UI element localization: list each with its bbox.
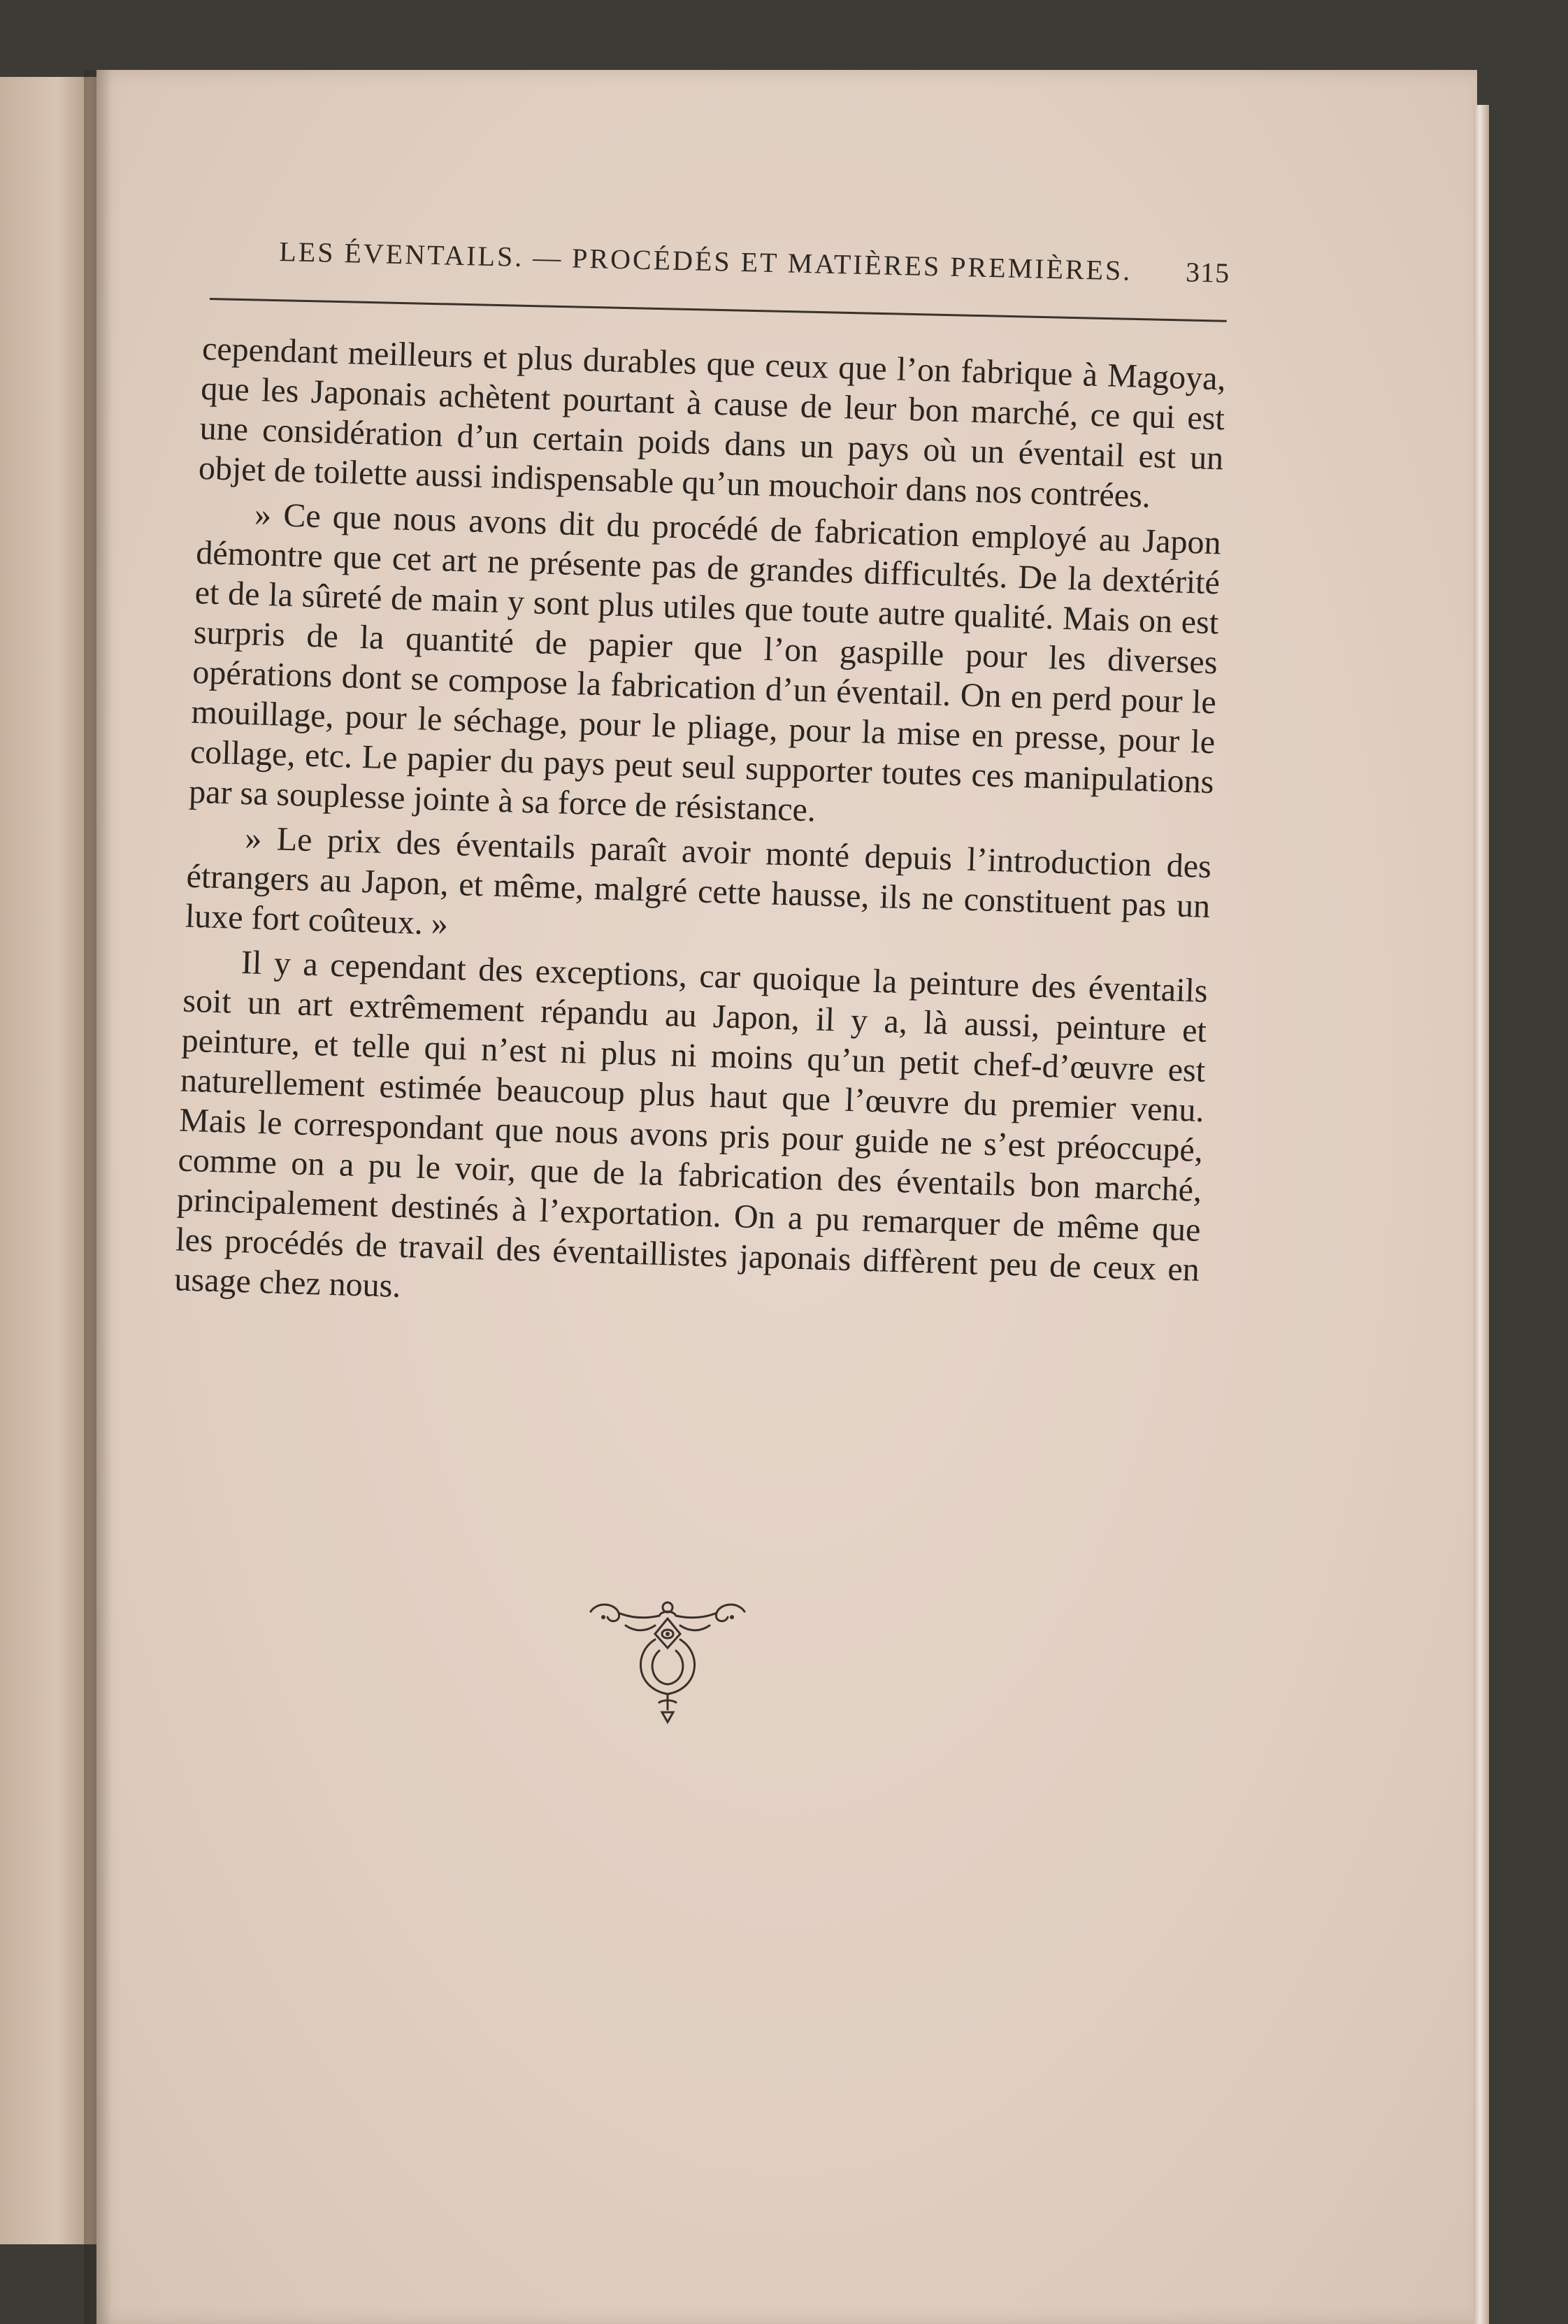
spine-shadow <box>84 70 112 2324</box>
page-number: 315 <box>1185 256 1230 289</box>
tailpiece-ornament-icon <box>577 1598 758 1730</box>
paragraph-4: Il y a cependant des exceptions, car quoique la peinture des éventails soit un art extrêmement répandu au Japon, il y a, là aussi, peinture et peinture, et telle qui n’est ni plus ni moins qu’un petit chef-d’œuvre est naturellement estimée beaucoup plus haut que l’œuvre du premier venu. Mais le correspondant que nous avons pris pour guide ne s’est préoccupé, comme on a pu le voir, que de la fabrication des éventails bon marché, principalement destinés à l’exportation. On a pu remarquer de même que les procédés de travail des éventaillistes japonais diffèrent peu de ceux en usage chez nous. <box>173 944 1209 1305</box>
page-fore-edge <box>1474 105 1489 2324</box>
running-head-title: LES ÉVENTAILS. — PROCÉDÉS ET MATIÈRES PREMIÈRES. <box>278 235 1132 287</box>
paragraph-3: » Le prix des éventails paraît avoir monté depuis l’introduction des étrangers au Japon, et même, malgré cette hausse, ils ne constituent pas un luxe fort coûteux. » <box>185 819 1212 942</box>
paragraph-2: » Ce que nous avons dit du procédé de fabrication employé au Japon démontre que cet art ne présente pas de grandes difficultés. De la dextérité et de la sûreté de main y sont plus utiles que toute autre qualité. Mais on est surpris de la quantité de papier que l’on gaspille pour les diverses opérations dont se compose la fabrication d’un éventail. On en perd pour le mouillage, pour le séchage, pour le pliage, pour la mise en presse, pour le collage, etc. Le papier du pays peut seul supporter toutes ces manipulations par sa souplesse jointe à sa force de résistance. <box>188 496 1222 829</box>
paragraph-1: cependant meilleurs et plus durables que ceux que l’on fabrique à Magoya, que les Japonais achètent pourtant à cause de leur bon marché, ce qui est une considération d’un certain poids dans un pays où un éventail est un objet de toilette aussi indispensable qu’un mouchoir dans nos contrées. <box>198 329 1227 515</box>
body-text <box>174 329 1227 1335</box>
